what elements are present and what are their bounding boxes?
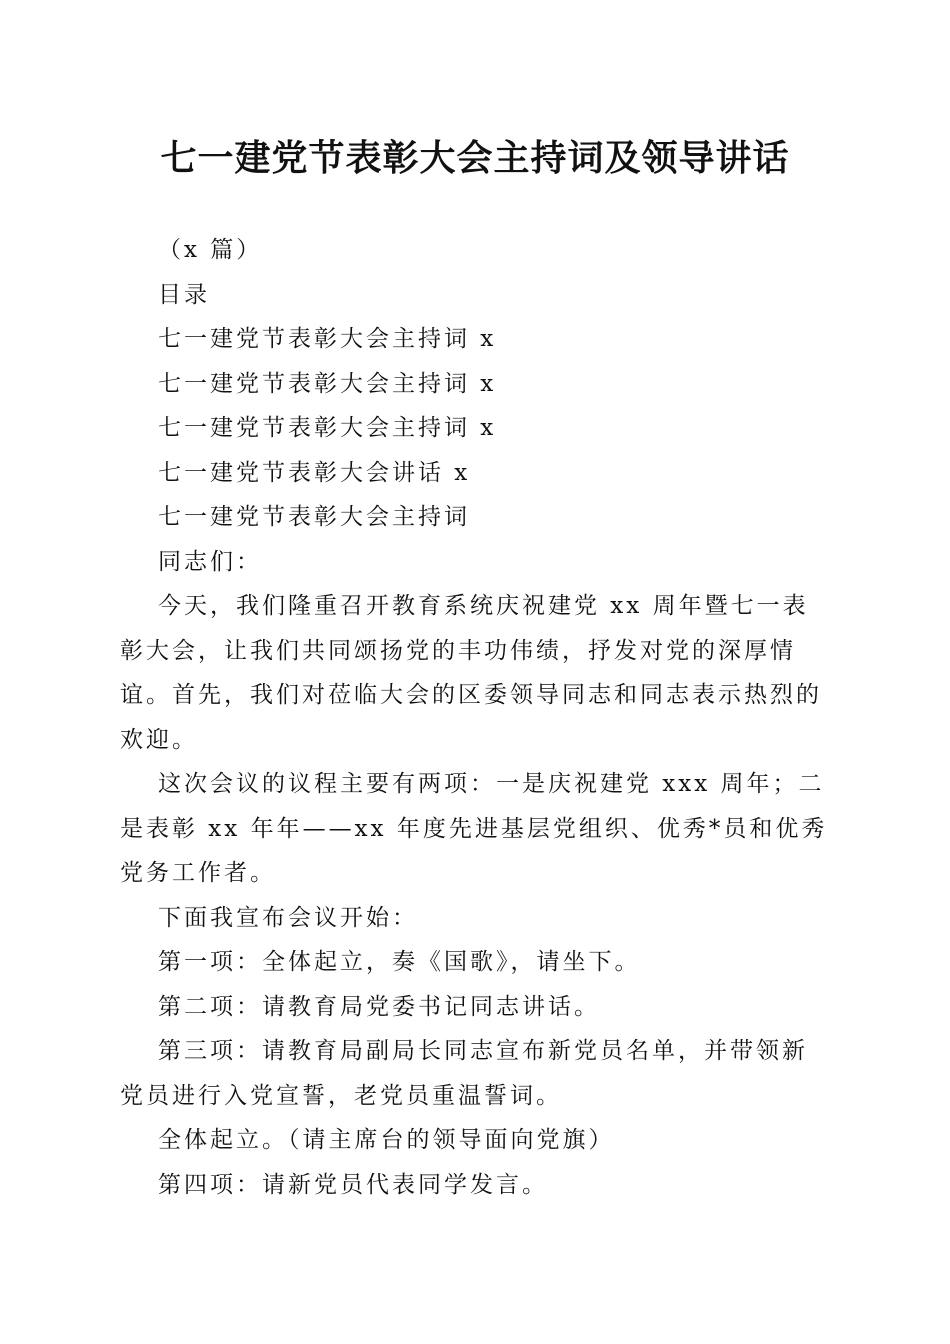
stand-note: 全体起立。（请主席台的领导面向党旗） [158, 1127, 615, 1153]
paragraph: 今天，我们隆重召开教育系统庆祝建党 xx 周年暨七一表彰大会，让我们共同颂扬党的丰功伟绩，抒发对党的深厚情谊。首先，我们对莅临大会的区委领导同志和同志表示热烈的欢迎。 [120, 593, 822, 753]
paragraph: 这次会议的议程主要有两项：一是庆祝建党 xxx 周年；二是表彰 xx 年年——xx 年度先进基层党组织、优秀*员和优秀党务工作者。 [120, 771, 828, 886]
note-line: （x 篇） [158, 237, 263, 263]
salutation: 同志们： [158, 548, 262, 575]
toc-item: 七一建党节表彰大会主持词 x [158, 415, 497, 441]
agenda-item: 第一项：全体起立，奏《国歌》，请坐下。 [158, 949, 641, 975]
toc-item: 七一建党节表彰大会主持词 x [158, 370, 497, 397]
agenda-item: 第三项：请教育局副局长同志宣布新党员名单，并带领新党员进行入党宣誓，老党员重温誓词。 [120, 1038, 808, 1109]
toc-item: 七一建党节表彰大会讲话 x [158, 459, 471, 486]
agenda-item: 第四项：请新党员代表同学发言。 [158, 1171, 548, 1198]
document-body [120, 228, 832, 1207]
agenda-item: 第二项：请教育局党委书记同志讲话。 [158, 993, 600, 1020]
toc-heading: 目录 [158, 281, 210, 308]
paragraph: 下面我宣布会议开始： [158, 904, 418, 931]
section-heading: 七一建党节表彰大会主持词 [158, 504, 470, 530]
toc-item: 七一建党节表彰大会主持词 x [158, 326, 497, 352]
document-title: 七一建党节表彰大会主持词及领导讲话 [160, 137, 790, 179]
